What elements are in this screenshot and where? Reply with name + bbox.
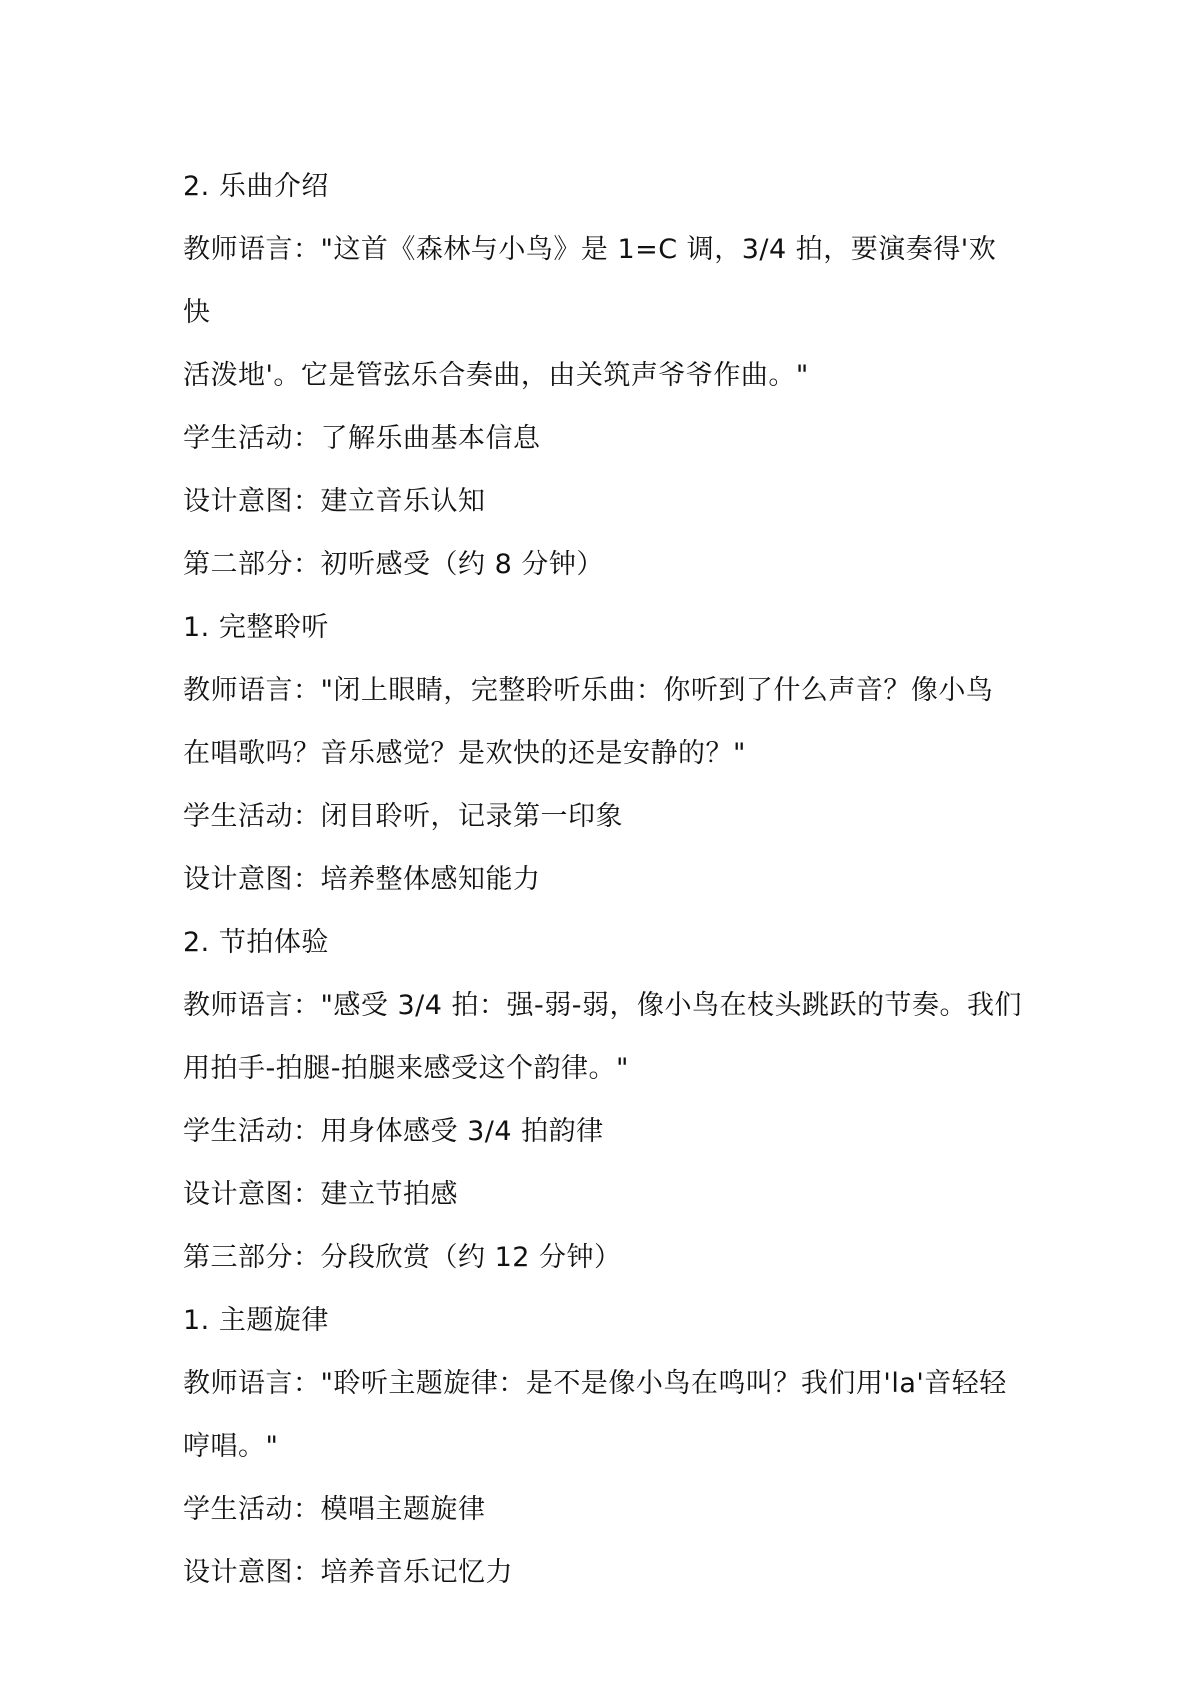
- teacher-speech-line: 活泼地'。它是管弦乐合奏曲，由关筑声爷爷作曲。": [183, 360, 809, 391]
- section-heading-music-intro: 2. 乐曲介绍: [183, 171, 329, 202]
- part-heading-first-listening: 第二部分：初听感受（约 8 分钟）: [183, 549, 604, 580]
- teacher-speech-line: 教师语言："闭上眼睛，完整聆听乐曲：你听到了什么声音？像小鸟: [183, 675, 994, 706]
- part-heading-sectional-appreciation: 第三部分：分段欣赏（约 12 分钟）: [183, 1242, 622, 1273]
- teacher-speech-line: 哼唱。": [183, 1431, 279, 1462]
- section-heading-beat-experience: 2. 节拍体验: [183, 927, 329, 958]
- design-intent-line: 设计意图：建立音乐认知: [183, 486, 486, 517]
- teacher-speech-line: 教师语言："感受 3/4 拍：强-弱-弱，像小鸟在枝头跳跃的节奏。我们: [183, 990, 1023, 1021]
- student-activity-line: 学生活动：模唱主题旋律: [183, 1494, 486, 1525]
- teacher-speech-line: 教师语言："聆听主题旋律：是不是像小鸟在鸣叫？我们用'la'音轻轻: [183, 1368, 1007, 1399]
- section-heading-full-listening: 1. 完整聆听: [183, 612, 329, 643]
- teacher-speech-line: 用拍手-拍腿-拍腿来感受这个韵律。": [183, 1053, 629, 1084]
- design-intent-line: 设计意图：建立节拍感: [183, 1179, 458, 1210]
- student-activity-line: 学生活动：用身体感受 3/4 拍韵律: [183, 1116, 604, 1147]
- section-heading-theme-melody: 1. 主题旋律: [183, 1305, 329, 1336]
- design-intent-line: 设计意图：培养音乐记忆力: [183, 1557, 513, 1588]
- teacher-speech-line: 教师语言："这首《森林与小鸟》是 1=C 调，3/4 拍，要演奏得'欢快: [183, 234, 997, 328]
- teacher-speech-line: 在唱歌吗？音乐感觉？是欢快的还是安静的？": [183, 738, 746, 769]
- design-intent-line: 设计意图：培养整体感知能力: [183, 864, 541, 895]
- document-body: [183, 155, 1023, 1604]
- student-activity-line: 学生活动：闭目聆听，记录第一印象: [183, 801, 623, 832]
- student-activity-line: 学生活动：了解乐曲基本信息: [183, 423, 541, 454]
